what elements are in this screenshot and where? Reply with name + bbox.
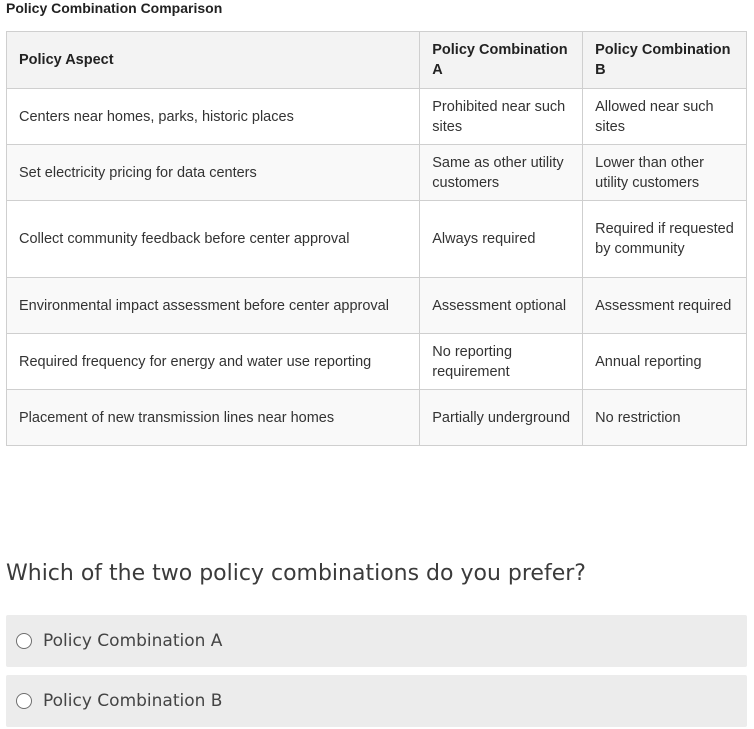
cell-combination-b: Lower than other utility customers [583, 145, 747, 201]
question-text: Which of the two policy combinations do you prefer? [6, 561, 586, 586]
option-label[interactable]: Policy Combination B [43, 691, 223, 711]
cell-combination-b: Assessment required [583, 278, 747, 334]
cell-aspect: Centers near homes, parks, historic places [7, 89, 420, 145]
cell-aspect: Collect community feedback before center approval [7, 201, 420, 278]
cell-aspect: Required frequency for energy and water use reporting [7, 334, 420, 390]
cell-combination-a: Always required [420, 201, 583, 278]
column-header-aspect: Policy Aspect [7, 32, 420, 89]
table-row [7, 390, 747, 446]
table-row [7, 278, 747, 334]
cell-combination-b: Required if requested by community [583, 201, 747, 278]
cell-combination-a: Partially underground [420, 390, 583, 446]
column-header-combination-b: Policy Combination B [583, 32, 747, 89]
table-title: Policy Combination Comparison [6, 0, 223, 16]
cell-combination-a: No reporting requirement [420, 334, 583, 390]
table-row [7, 334, 747, 390]
cell-combination-b: Allowed near such sites [583, 89, 747, 145]
table-row [7, 201, 747, 278]
cell-aspect: Set electricity pricing for data centers [7, 145, 420, 201]
cell-combination-a: Prohibited near such sites [420, 89, 583, 145]
option-policy-combination-a[interactable] [6, 615, 747, 667]
comparison-table [6, 31, 747, 446]
cell-combination-a: Assessment optional [420, 278, 583, 334]
option-policy-combination-b[interactable] [6, 675, 747, 727]
table-row [7, 145, 747, 201]
table-header-row [7, 32, 747, 89]
column-header-combination-a: Policy Combination A [420, 32, 583, 89]
cell-combination-b: No restriction [583, 390, 747, 446]
cell-aspect: Environmental impact assessment before center approval [7, 278, 420, 334]
radio-button-b[interactable] [16, 693, 32, 709]
radio-button-a[interactable] [16, 633, 32, 649]
cell-combination-a: Same as other utility customers [420, 145, 583, 201]
cell-combination-b: Annual reporting [583, 334, 747, 390]
option-label[interactable]: Policy Combination A [43, 631, 223, 651]
table-row [7, 89, 747, 145]
cell-aspect: Placement of new transmission lines near homes [7, 390, 420, 446]
